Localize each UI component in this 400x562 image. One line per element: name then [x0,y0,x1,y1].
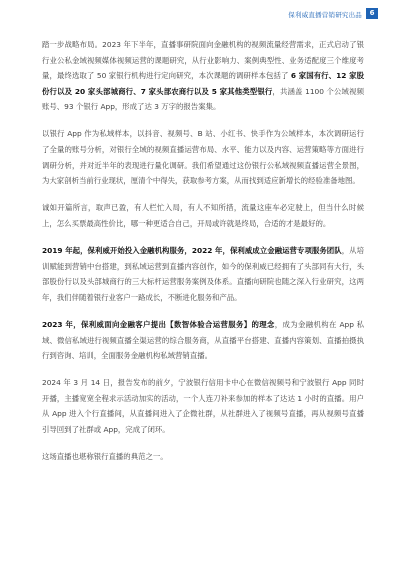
header-title: 保利威直播营销研究出品 [288,11,362,19]
bold-text-run: 6 家国有行、12 家股份行以及 20 家头部城商行、7 家头部农商行以及 5 家其他类型银行 [42,71,364,96]
text-run: 诚如开篇所言，取声已盈，有人栏忙入局，有人不知所措，流量这座车必定驶上，但当什么时候上，怎么买票最高性价比，哪一种更适合自己，开局或许就是终局，合适的才是最好的。 [42,203,364,228]
page-number-badge: 6 [366,8,378,19]
text-run: 这场直播也堪称银行直播的典范之一。 [42,452,168,462]
page-header [0,0,400,28]
text-run: 2024 年 3 月 14 日，报告发布的前夕，宁波银行信用卡中心在微信视频号和宁波银行 App 同时开播，主播宽宽全程求示活动加实的活动，一个人连刀补来参加的样本了达达 1 小时的直播。用户从 App 进入个行直播间，从直播间进入了企微社群，从社群进入了视频号直播，再从视频号直播引导回到了社群或 App，完成了闭环。 [42,378,364,434]
bold-text-run: 2023 年，保利威面向金融客户提出【数智体验合运营服务】的理念 [42,319,275,329]
text-run: 以银行 App 作为私域样本，以抖音、视频号、B 站、小红书、快手作为公域样本，本次调研运行了全量的账号分析，对银行全域的视频直播运营布局、水平、能力以及内容、运营策略等方面进行调研分析，并对近半年的表现进行量化调研。我们希望通过这份银行公私域视频直播运营全景图，为大家剖析当前行业现状，厘清个中得失，获取参考方案，从而找到适应新增长的经验准备地图。 [42,129,364,186]
document-body [42,37,364,476]
bold-text-run: 2019 年起，保利威开始投入金融机构服务，2022 年，保利威成立金融运营专项服务团队 [42,246,342,256]
text-run: ，共涵盖 1100 个公域视频账号、93 个银行 App，形成了达 3 万字的报告案集。 [42,86,365,112]
paragraph [42,126,364,188]
paragraph [42,243,364,305]
paragraph [42,375,364,437]
text-run: ，从培训赋能到营销中台搭建，到私域运营到直播内容创作，如今的保利威已经拥有了头部同有大行，头部股份行以及头部城商行的三大标杆运营服务案例及体系。直播向研院也随之深入行业研究，这两年，我们伴随着银行业客户一路成长，不断进化服务和产品。 [42,246,364,302]
text-run: ，成为金融机构在 App 私域、微信私域进行视频直播全渠运营的综合服务商，从直播平台搭建、直播内容策划、直播拍摄执行到咨询、培训，全面服务金融机构私域营销直播。 [42,319,364,361]
paragraph [42,317,364,364]
paragraph [42,200,364,231]
text-run: 踏一步战略布局。2023 年下半年，直播事研院面向金融机构的视频流量经营需求，正式启动了银行业公私金域视频媒体视频运营的课题研究，从行业影响力、案例典型性、业务适配度三个维度考量，最终选取了 50 家银行机构进行定向研究，本次课题的调研样本包括了 [42,40,364,81]
paragraph [42,37,364,115]
paragraph [42,449,364,465]
